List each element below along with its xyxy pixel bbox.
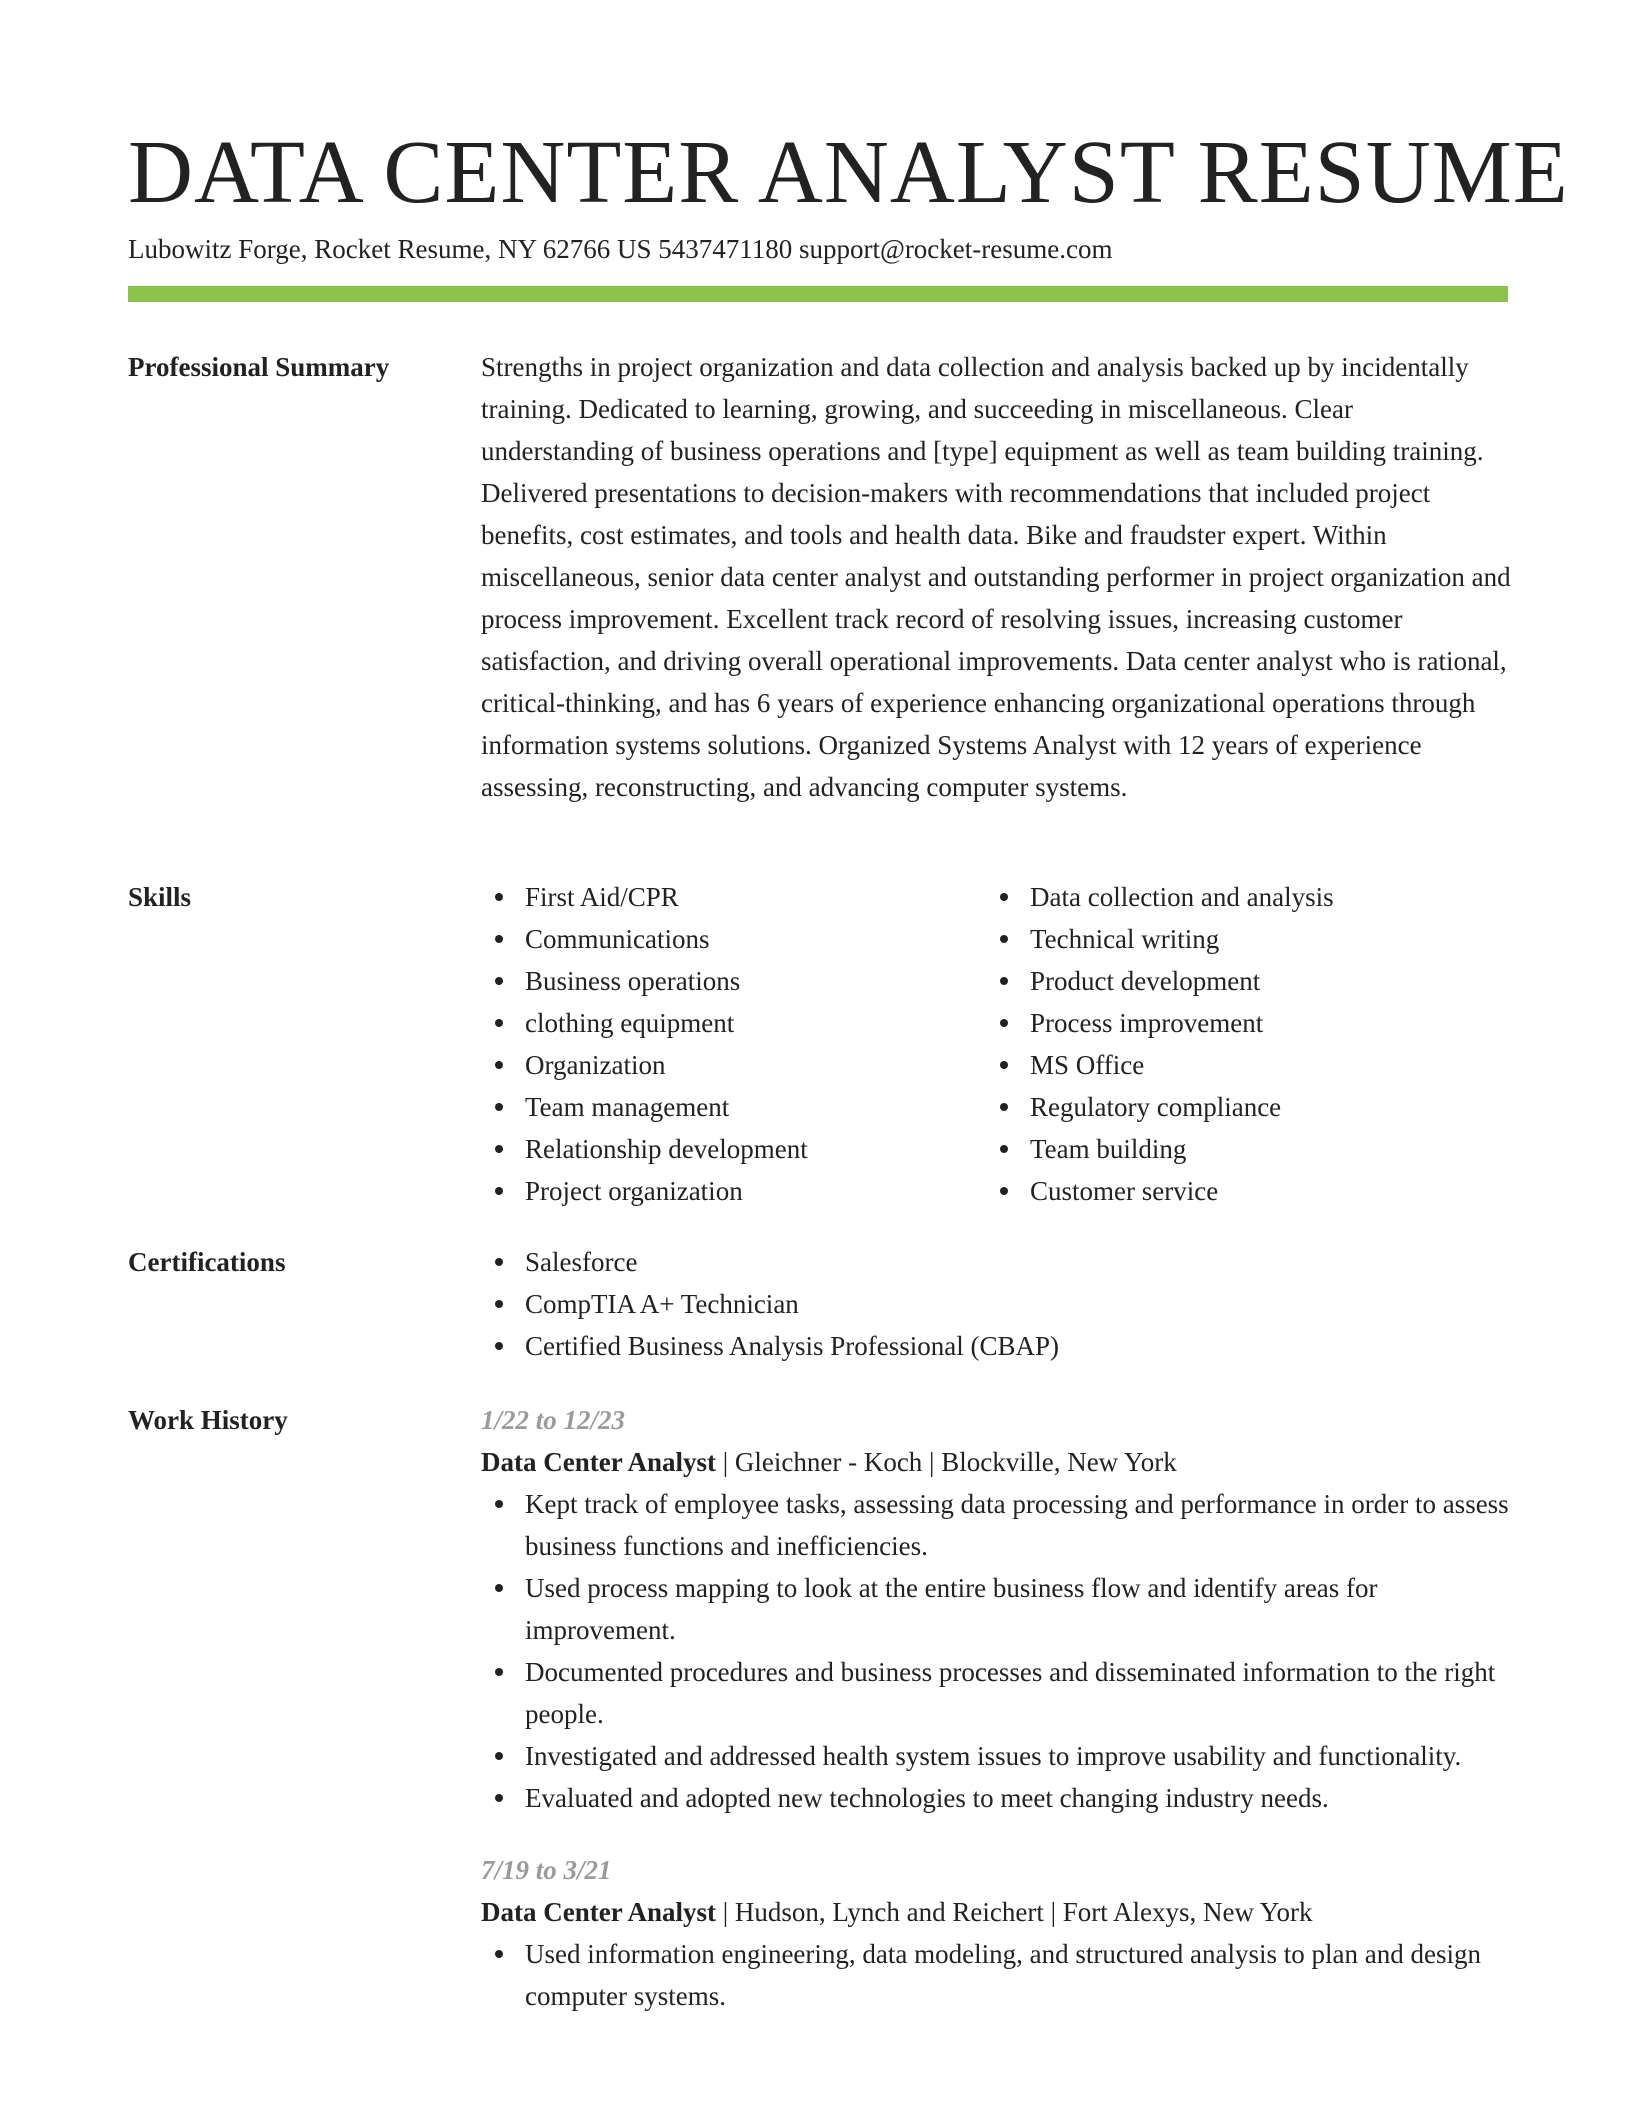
skills-list-right [986, 876, 1491, 1212]
job-bullet: Investigated and addressed health system issues to improve usability and functionality. [481, 1735, 1511, 1777]
certifications-list [481, 1241, 1511, 1367]
skill-item: Relationship development [481, 1128, 986, 1170]
job-employer-location: | Hudson, Lynch and Reichert | Fort Alexys, New York [715, 1897, 1313, 1927]
job-entry [481, 1399, 1511, 1819]
job-bullet: Documented procedures and business processes and disseminated information to the right people. [481, 1651, 1511, 1735]
skills-list-left [481, 876, 986, 1212]
skill-item: Project organization [481, 1170, 986, 1212]
job-entry [481, 1849, 1511, 2017]
work-history-body [481, 1399, 1511, 2017]
job-bullet: Used process mapping to look at the entire business flow and identify areas for improvement. [481, 1567, 1511, 1651]
skill-item: Technical writing [986, 918, 1491, 960]
skills-body [481, 876, 1511, 1212]
skill-item: Process improvement [986, 1002, 1491, 1044]
skill-item: Customer service [986, 1170, 1491, 1212]
skill-item: Communications [481, 918, 986, 960]
summary-body [481, 346, 1511, 808]
certifications-body [481, 1241, 1511, 1367]
job-title: Data Center Analyst [481, 1447, 716, 1477]
skill-item: Product development [986, 960, 1491, 1002]
skill-item: Data collection and analysis [986, 876, 1491, 918]
skill-item: Team management [481, 1086, 986, 1128]
skill-item: Business operations [481, 960, 986, 1002]
job-dates: 7/19 to 3/21 [481, 1855, 612, 1885]
certification-item: Certified Business Analysis Professional (CBAP) [481, 1325, 1511, 1367]
skill-item: Team building [986, 1128, 1491, 1170]
job-title-line [481, 1891, 1511, 1933]
certification-item: CompTIA A+ Technician [481, 1283, 1511, 1325]
skill-item: Regulatory compliance [986, 1086, 1491, 1128]
contact-line: Lubowitz Forge, Rocket Resume, NY 62766 US 5437471180 support@rocket-resume.com [128, 234, 1113, 264]
job-employer-location: | Gleichner - Koch | Blockville, New York [715, 1447, 1177, 1477]
job-bullet: Kept track of employee tasks, assessing data processing and performance in order to assess business functions and inefficiencies. [481, 1483, 1511, 1567]
header-divider [128, 286, 1508, 302]
skill-item: First Aid/CPR [481, 876, 986, 918]
skills-heading: Skills [128, 882, 192, 912]
job-title-line [481, 1441, 1511, 1483]
job-title: Data Center Analyst [481, 1897, 716, 1927]
job-bullet-list [481, 1483, 1511, 1819]
certifications-heading: Certifications [128, 1247, 286, 1277]
job-bullet-list [481, 1933, 1511, 2017]
summary-text: Strengths in project organization and data collection and analysis backed up by incidentally training. Dedicated to learning, growing, and succeeding in miscellaneous. Clear understanding of business operations and [type] equipment as well as team building training. Delivered presentations to decision-makers with recommendations that included project benefits, cost estimates, and tools and health data. Bike and fraudster expert. Within miscellaneous, senior data center analyst and outstanding performer in project organization and process improvement. Excellent track record of resolving issues, increasing customer satisfaction, and driving overall operational improvements. Data center analyst who is rational, critical-thinking, and has 6 years of experience enhancing organizational operations through information systems solutions. Organized Systems Analyst with 12 years of experience assessing, reconstructing, and advancing computer systems. [481, 352, 1511, 802]
work-history-heading: Work History [128, 1405, 288, 1435]
certification-item: Salesforce [481, 1241, 1511, 1283]
summary-heading: Professional Summary [128, 352, 390, 382]
job-bullet: Used information engineering, data modeling, and structured analysis to plan and design computer systems. [481, 1933, 1511, 2017]
skill-item: Organization [481, 1044, 986, 1086]
job-dates: 1/22 to 12/23 [481, 1405, 626, 1435]
job-bullet: Evaluated and adopted new technologies to meet changing industry needs. [481, 1777, 1511, 1819]
skills-columns [481, 876, 1511, 1212]
skill-item: clothing equipment [481, 1002, 986, 1044]
skill-item: MS Office [986, 1044, 1491, 1086]
resume-title: DATA CENTER ANALYST RESUME [128, 123, 1569, 222]
